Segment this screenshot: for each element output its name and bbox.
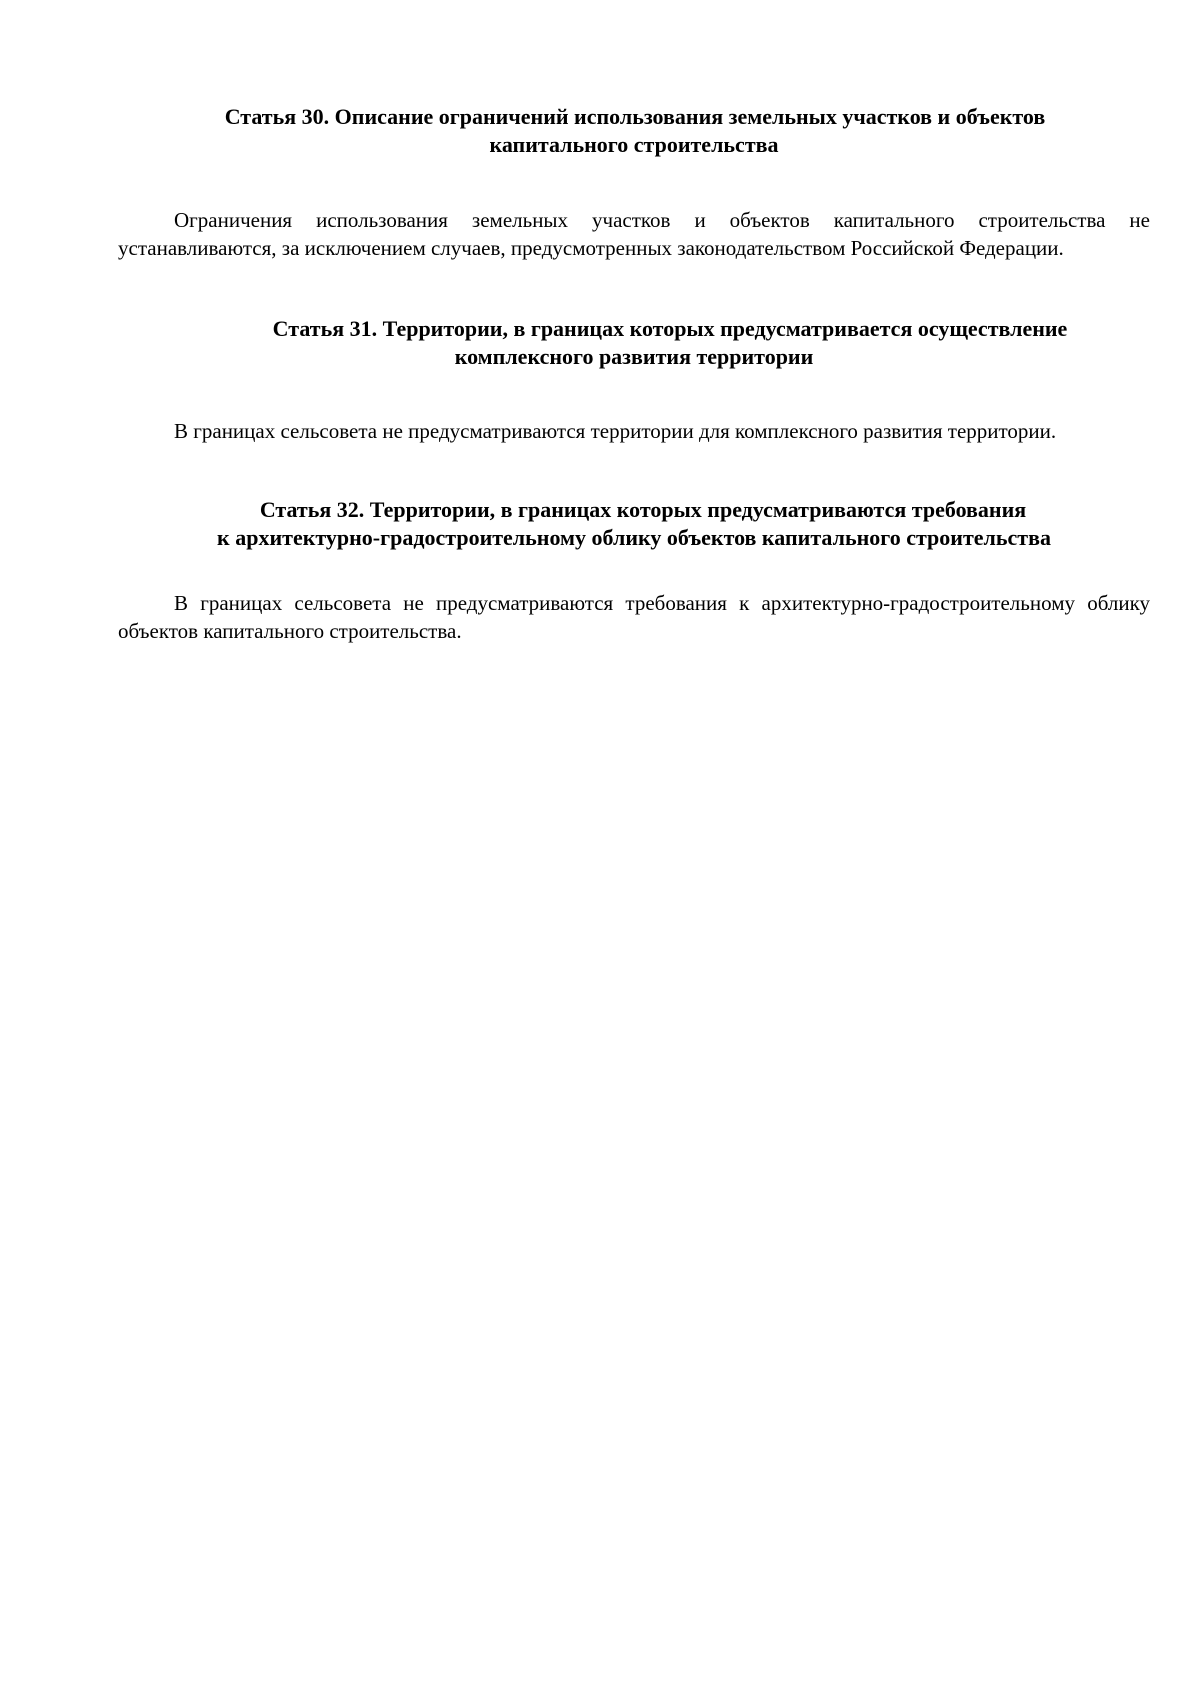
article-31 bbox=[118, 315, 1150, 445]
article-31-body: В границах сельсовета не предусматриваются территории для комплексного развития территории. bbox=[174, 419, 1057, 443]
article-31-heading bbox=[118, 315, 1150, 371]
article-32-heading-line-2: к архитектурно-градостроительному облику объектов капитального строительства bbox=[217, 525, 1051, 550]
article-30 bbox=[118, 103, 1150, 262]
article-30-heading bbox=[118, 103, 1150, 159]
article-30-heading-line-1: Статья 30. Описание ограничений использования земельных участков и объектов bbox=[224, 104, 1046, 129]
article-32-body: В границах сельсовета не предусматриваются требования к архитектурно-градостроительному облику объектов капитального строительства. bbox=[118, 591, 1150, 643]
article-31-heading-line-1: Статья 31. Территории, в границах которых предусматривается осуществление bbox=[272, 316, 1068, 341]
article-32-heading bbox=[118, 496, 1150, 552]
article-31-heading-line-2: комплексного развития территории bbox=[454, 344, 814, 369]
article-30-body: Ограничения использования земельных участков и объектов капитального строительства не устанавливаются, за исключением случаев, предусмотренных законодательством Российской Федерации. bbox=[118, 208, 1150, 260]
article-32-heading-line-1: Статья 32. Территории, в границах которых предусматриваются требования bbox=[259, 497, 1027, 522]
article-30-heading-line-2: капитального строительства bbox=[489, 132, 779, 157]
article-32 bbox=[118, 496, 1150, 645]
